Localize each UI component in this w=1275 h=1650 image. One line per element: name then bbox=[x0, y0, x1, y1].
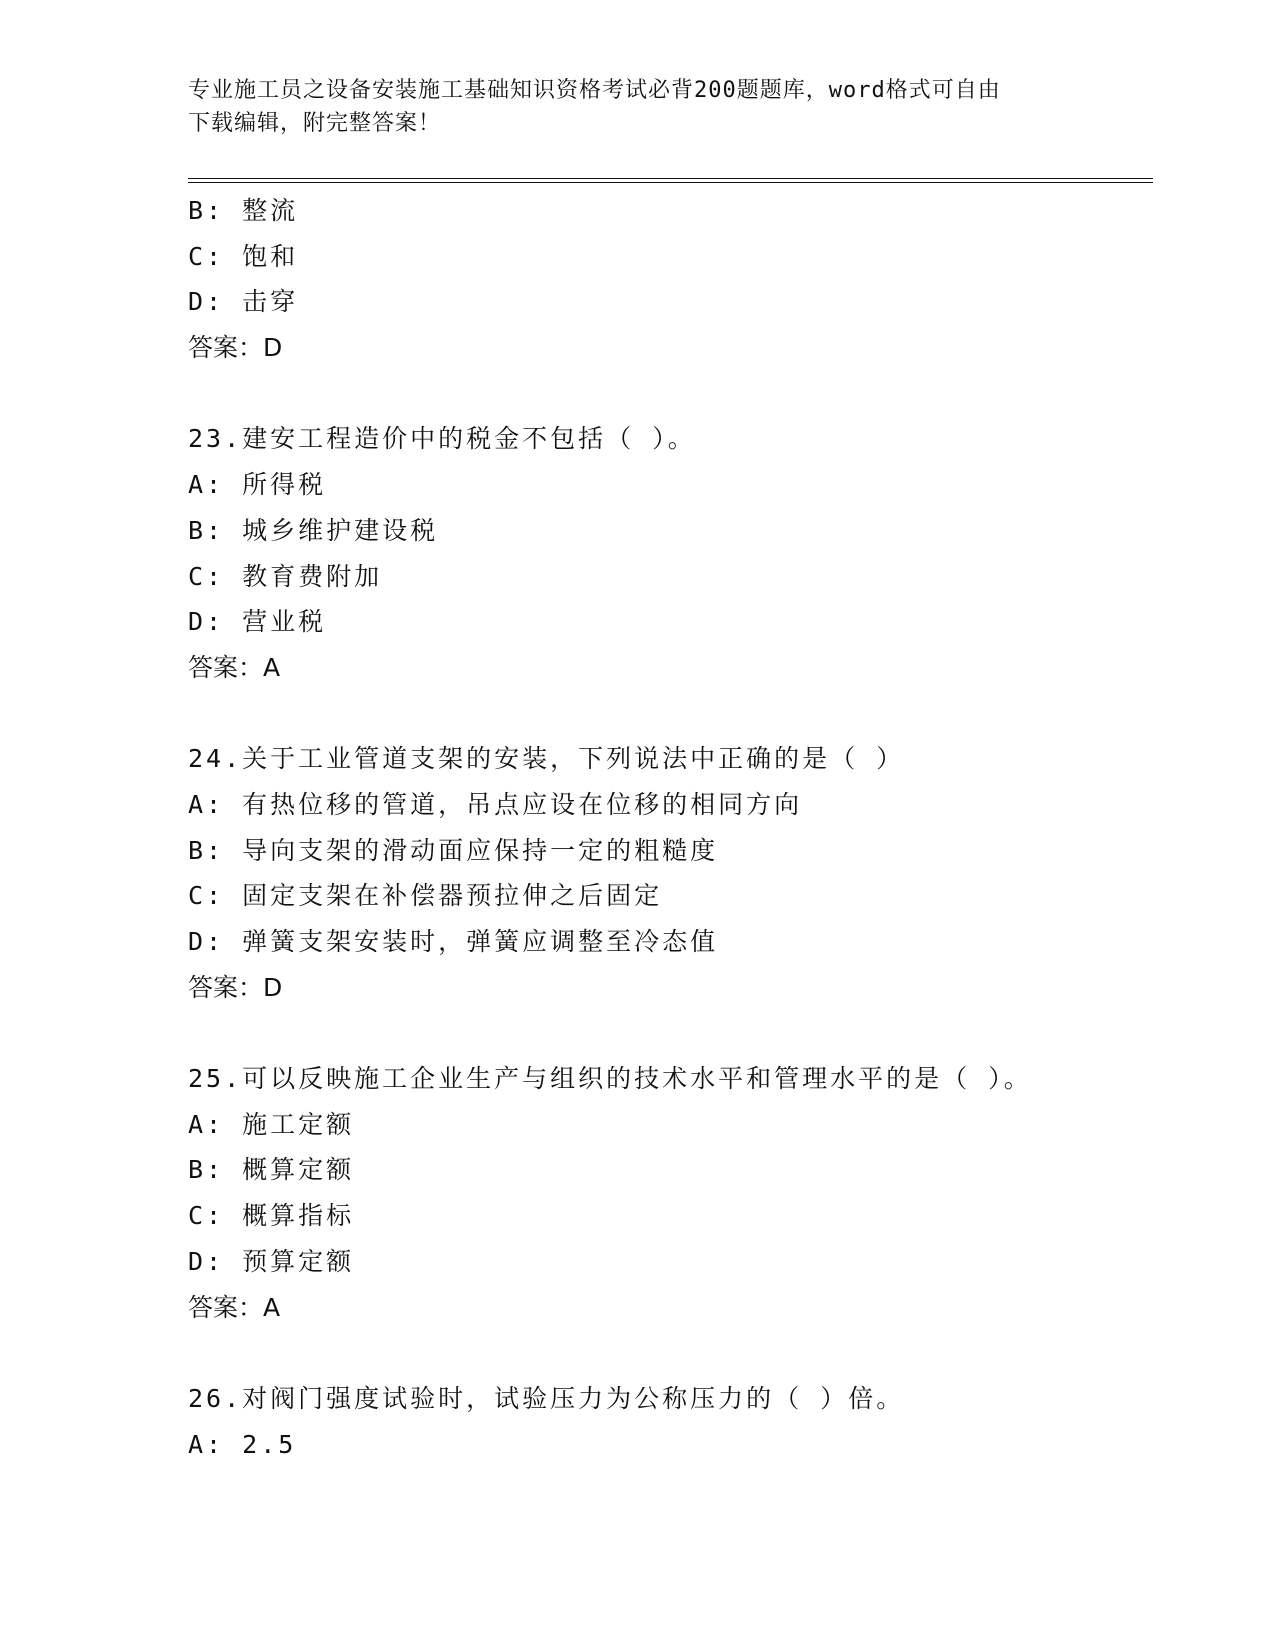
option-c: C: 饱和 bbox=[188, 241, 299, 271]
question-26-block bbox=[188, 1376, 1153, 1467]
question-23-block bbox=[188, 416, 1153, 690]
header-title-line-1: 专业施工员之设备安装施工基础知识资格考试必背200题题库，word格式可自由 bbox=[188, 78, 1001, 103]
header-divider bbox=[188, 178, 1153, 183]
spacer bbox=[188, 1010, 1153, 1056]
option-b: B: 整流 bbox=[188, 196, 299, 225]
spacer bbox=[188, 1330, 1153, 1376]
spacer bbox=[188, 691, 1153, 737]
page-header bbox=[188, 74, 1068, 140]
option-d: D: 营业税 bbox=[188, 607, 327, 637]
option-a: A: 2.5 bbox=[188, 1429, 297, 1459]
option-b: B: 概算定额 bbox=[188, 1155, 355, 1185]
question-text: 24.关于工业管道支架的安装，下列说法中正确的是（ ） bbox=[188, 744, 905, 774]
option-a: A: 所得税 bbox=[188, 470, 327, 500]
option-c: C: 固定支架在补偿器预拉伸之后固定 bbox=[188, 881, 663, 911]
question-25-block bbox=[188, 1056, 1153, 1330]
option-d: D: 预算定额 bbox=[188, 1246, 355, 1276]
option-c: C: 教育费附加 bbox=[188, 561, 383, 591]
answer: 答案：D bbox=[188, 972, 283, 1002]
question-text: 23.建安工程造价中的税金不包括（ ）。 bbox=[188, 424, 696, 454]
question-content bbox=[188, 188, 1153, 1467]
option-d: D: 击穿 bbox=[188, 287, 299, 317]
answer: 答案：D bbox=[188, 333, 283, 363]
question-22-block bbox=[188, 188, 1153, 371]
question-text: 25.可以反映施工企业生产与组织的技术水平和管理水平的是（ ）。 bbox=[188, 1064, 1032, 1094]
answer: 答案：A bbox=[188, 652, 281, 682]
answer: 答案：A bbox=[188, 1292, 281, 1322]
question-24-block bbox=[188, 736, 1153, 1010]
option-a: A: 有热位移的管道，吊点应设在位移的相同方向 bbox=[188, 789, 803, 819]
option-b: B: 导向支架的滑动面应保持一定的粗糙度 bbox=[188, 835, 719, 865]
option-d: D: 弹簧支架安装时，弹簧应调整至冷态值 bbox=[188, 927, 719, 956]
spacer bbox=[188, 371, 1153, 417]
question-text: 26.对阀门强度试验时，试验压力为公称压力的（ ）倍。 bbox=[188, 1383, 905, 1413]
header-title-line-2: 下载编辑，附完整答案！ bbox=[188, 111, 442, 136]
option-a: A: 施工定额 bbox=[188, 1109, 355, 1139]
option-b: B: 城乡维护建设税 bbox=[188, 515, 439, 545]
option-c: C: 概算指标 bbox=[188, 1201, 355, 1231]
